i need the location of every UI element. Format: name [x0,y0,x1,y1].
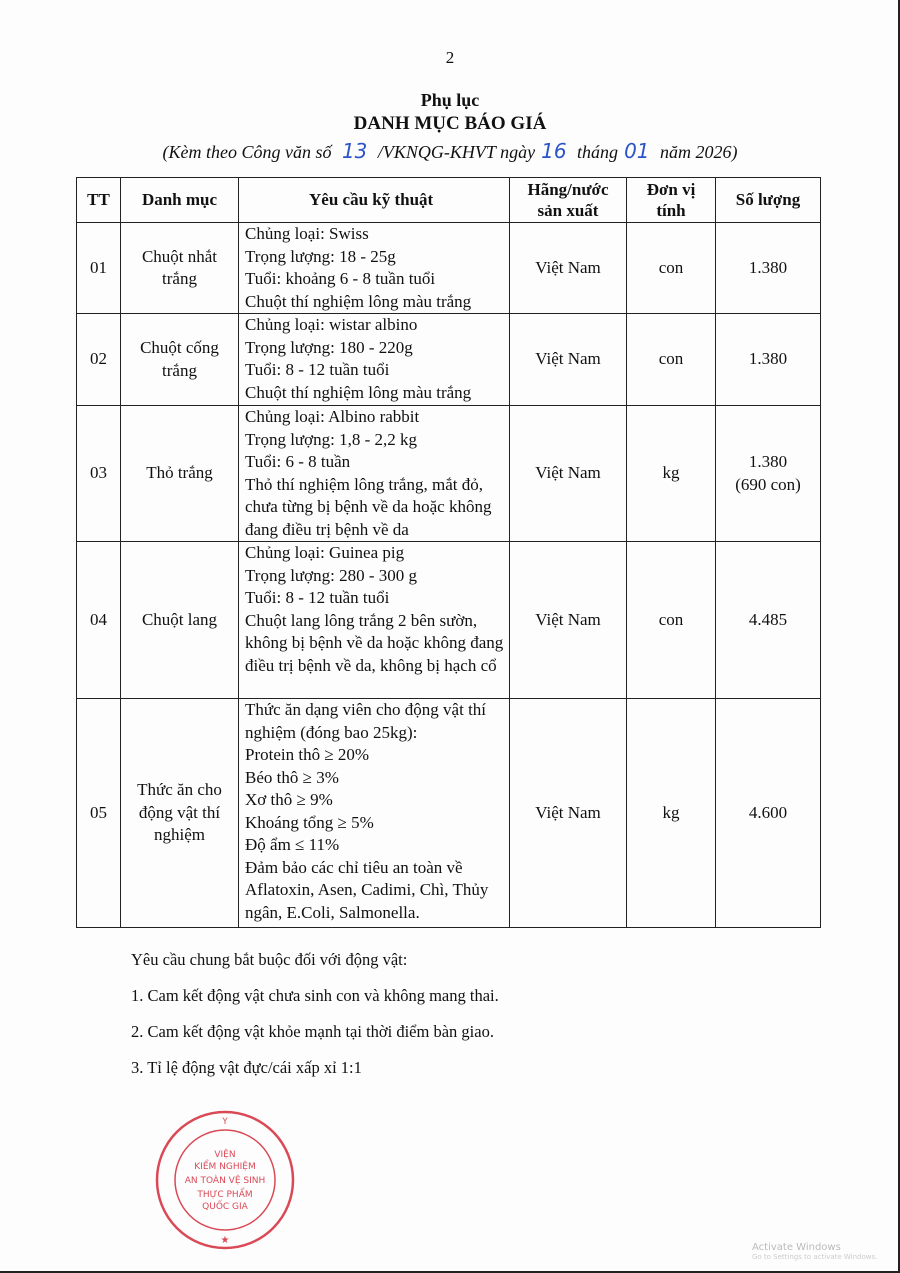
quantity-value: 4.485 [748,609,788,629]
svg-text:VIỆN: VIỆN [214,1150,236,1160]
header-origin: Hãng/nước sản xuất [510,178,627,223]
spec-list [239,542,510,699]
table-header-row [77,178,821,223]
unit: kg [627,699,716,928]
spec-list [239,699,510,928]
table-row [77,314,821,406]
spec-line: Tuổi: khoảng 6 - 8 tuần tuổi [245,269,436,288]
spec-line: Chủng loại: Albino rabbit [245,407,420,426]
unit: con [627,314,716,406]
spec-list [239,314,510,406]
requirement-item: 3. Tỉ lệ động vật đực/cái xấp xỉ 1:1 [131,1058,362,1077]
requirements-heading: Yêu cầu chung bắt buộc đối với động vật: [131,950,408,969]
row-number: 05 [77,699,121,928]
header-unit: Đơn vị tính [627,178,716,223]
handwritten-month: 01 [624,139,650,163]
quantity-value: 1.380 [748,257,788,277]
svg-text:KIỂM NGHIỆM: KIỂM NGHIỆM [194,1162,256,1172]
subtitle-suffix: năm 2026) [660,142,738,162]
subtitle-month-label: tháng [577,142,619,162]
unit: con [627,223,716,314]
handwritten-doc-number: 13 [341,139,368,163]
quantity-value: 1.380 [748,452,788,471]
spec-line: Chuột thí nghiệm lông màu trắng [245,382,472,402]
spec-line: Thỏ thí nghiệm lông trắng, mắt đỏ, chưa từng bị bệnh về da hoặc không đang điều trị bệnh về da [245,474,492,539]
origin: Việt Nam [510,314,627,406]
table-row [77,699,821,928]
table-row [77,223,821,314]
spec-list [239,406,510,542]
quantity-note: (690 con) [735,474,801,494]
appendix-title: Phụ lục [420,90,480,110]
handwritten-day: 16 [541,139,567,163]
category-name: Chuột nhắt trắng [121,223,239,314]
document-subtitle [0,139,900,163]
row-number: 04 [77,542,121,699]
watermark-line2: Go to Settings to activate Windows. [752,1253,878,1261]
spec-line: Độ ẩm ≤ 11% [245,835,340,854]
table-row [77,406,821,542]
svg-text:THỰC PHẨM: THỰC PHẨM [197,1190,253,1200]
svg-text:QUỐC GIA: QUỐC GIA [202,1202,248,1212]
origin: Việt Nam [510,542,627,699]
unit: con [627,542,716,699]
official-seal-stamp [150,1105,300,1255]
spec-line: Chủng loại: Swiss [245,224,369,243]
spec-line: Protein thô ≥ 20% [245,745,370,764]
category-name: Thỏ trắng [121,406,239,542]
category-name: Chuột lang [121,542,239,699]
header-specs: Yêu cầu kỹ thuật [239,178,510,223]
quantity [716,406,821,542]
spec-line: Béo thô ≥ 3% [245,767,339,787]
category-name: Chuột cống trắng [121,314,239,406]
spec-line: Tuổi: 8 - 12 tuần tuổi [245,588,390,607]
row-number: 02 [77,314,121,406]
table-row [77,542,821,699]
requirement-item: 2. Cam kết động vật khỏe mạnh tại thời điểm bàn giao. [131,1022,494,1041]
spec-line: Trọng lượng: 180 - 220g [245,337,413,357]
svg-text:★: ★ [220,1235,230,1246]
svg-text:Y: Y [222,1117,228,1127]
spec-line: Thức ăn dạng viên cho động vật thí nghiệm (đóng bao 25kg): [245,700,487,742]
spec-line: Xơ thô ≥ 9% [245,790,333,809]
page-number: 2 [445,48,455,67]
spec-line: Đảm bảo các chỉ tiêu an toàn về Aflatoxin, Asen, Cadimi, Chì, Thủy ngân, E.Coli, Salmonella. [245,857,489,922]
spec-list [239,223,510,314]
spec-line: Chủng loại: Guinea pig [245,543,405,562]
header-category: Danh mục [121,178,239,223]
spec-line: Trọng lượng: 1,8 - 2,2 kg [245,429,418,449]
spec-line: Khoáng tổng ≥ 5% [245,812,374,832]
watermark-line1: Activate Windows [752,1242,841,1253]
quantity-value: 1.380 [748,349,788,369]
spec-line: Chuột lang lông trắng 2 bên sườn, không bị bệnh về da hoặc không đang điều trị bệnh về da, không bị hạch cổ [245,610,504,675]
quantity [716,314,821,406]
unit: kg [627,406,716,542]
header-tt: TT [77,178,121,223]
origin: Việt Nam [510,406,627,542]
document-title: DANH MỤC BÁO GIÁ [353,113,547,134]
requirement-item: 1. Cam kết động vật chưa sinh con và không mang thai. [131,986,499,1005]
quantity [716,223,821,314]
requirements-section [76,950,826,1078]
spec-line: Tuổi: 8 - 12 tuần tuổi [245,360,390,379]
quotation-table [76,177,821,928]
spec-line: Chủng loại: wistar albino [245,315,418,334]
origin: Việt Nam [510,699,627,928]
spec-line: Tuổi: 6 - 8 tuần [245,452,351,471]
category-name: Thức ăn cho động vật thí nghiệm [121,699,239,928]
row-number: 03 [77,406,121,542]
spec-line: Trọng lượng: 18 - 25g [245,246,396,266]
origin: Việt Nam [510,223,627,314]
subtitle-mid: /VKNQG-KHVT ngày [377,142,536,162]
quantity [716,699,821,928]
spec-line: Chuột thí nghiệm lông màu trắng [245,291,472,311]
row-number: 01 [77,223,121,314]
spec-line: Trọng lượng: 280 - 300 g [245,565,418,585]
subtitle-prefix: (Kèm theo Công văn số [162,142,332,162]
quantity-value: 4.600 [748,802,788,822]
activate-windows-watermark [752,1242,877,1261]
header-quantity: Số lượng [716,178,821,223]
svg-text:AN TOÀN VỆ SINH: AN TOÀN VỆ SINH [184,1176,266,1186]
content-flow [76,177,826,1094]
quantity [716,542,821,699]
